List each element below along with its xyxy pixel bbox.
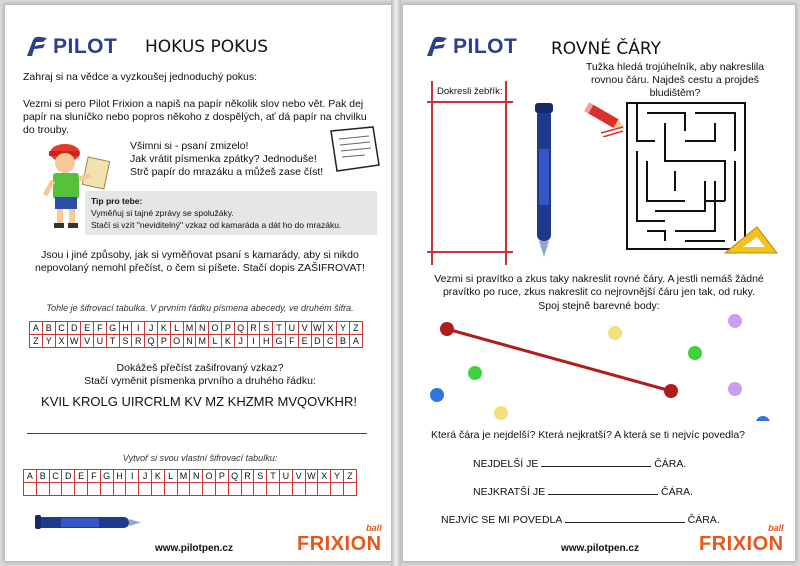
answer-shortest-prefix: NEJKRATŠÍ JE [473,486,546,498]
dot-yellow[interactable] [494,406,508,420]
cipher-cell: I [132,322,145,335]
ladder-area [427,81,509,265]
pencil-illustration [583,101,629,137]
cipher-cell: B [36,470,49,483]
cipher-cell[interactable] [190,483,203,496]
cipher-cell: T [267,470,280,483]
cipher-caption: Tohle je šifrovací tabulka. V prvním řádku písmena abecedy, ve druhém šifra. [46,303,354,313]
ruler-text: Vezmi si pravítko a zkus taky nakreslit rovné čáry. A jestli nemáš žádné pravítko po ruce, zkus nakreslit co nejrovnější čáru jen tak, od ruky. [434,273,764,298]
cipher-row-alphabet [30,322,363,335]
cipher-cell: Q [145,335,158,348]
cipher-cell: Z [349,322,362,335]
tip-box [85,191,377,235]
cipher-cell: S [119,335,132,348]
cipher-cell: P [221,322,234,335]
triangle-ruler-illustration [721,223,781,257]
cipher-cell: E [75,470,88,483]
cipher-cell: U [279,470,292,483]
own-cipher-table [23,469,357,496]
dot-red[interactable] [664,384,678,398]
cipher-cell: H [119,322,132,335]
answer-best [441,513,720,527]
cipher-cell[interactable] [164,483,177,496]
cipher-cell: V [298,322,311,335]
answer-best-blank[interactable] [565,513,685,523]
cipher-cell: U [285,322,298,335]
cipher-cell: K [157,322,170,335]
dot-yellow[interactable] [608,326,622,340]
cipher-cell: G [273,335,286,348]
cipher-cell[interactable] [24,483,37,496]
cipher-cell[interactable] [241,483,254,496]
frixion-pen-vertical [531,99,557,259]
cipher-cell: C [49,470,62,483]
cipher-cell[interactable] [215,483,228,496]
website-url[interactable]: www.pilotpen.cz [561,543,639,554]
cipher-cell[interactable] [228,483,241,496]
page-title: HOKUS POKUS [145,37,269,57]
cipher-cell: Y [42,335,55,348]
own-cipher-row-alphabet [24,470,357,483]
cipher-cell[interactable] [139,483,152,496]
cipher-cell: L [209,335,222,348]
cipher-cell: U [93,335,106,348]
answer-best-prefix: NEJVÍC SE MI POVEDLA [441,514,562,526]
cipher-cell: W [311,322,324,335]
cipher-cell: Y [337,322,350,335]
cipher-cell: A [30,322,43,335]
connect-text: Spoj stejně barevné body: [538,300,660,312]
cipher-cell: D [62,470,75,483]
own-cipher-row-blank [24,483,357,496]
frixion-logo-text: FRIXION [297,533,382,555]
cipher-cell[interactable] [331,483,344,496]
cipher-cell: N [190,470,203,483]
pilot-logo-icon [23,36,49,58]
cipher-cell: I [247,335,260,348]
write-line [27,433,367,434]
cipher-cell: H [260,335,273,348]
dot-purple[interactable] [728,314,742,328]
own-cipher-caption: Vytvoř si svou vlastní šifrovací tabulku: [122,453,278,463]
question-text: Dokážeš přečíst zašifrovaný vzkaz? [116,362,284,374]
dot-red[interactable] [440,322,454,336]
dot-green[interactable] [688,346,702,360]
intro-text: Zahraj si na vědce a vyzkoušej jednoduchý pokus: [23,71,258,83]
cipher-cell: R [132,335,145,348]
cipher-cell[interactable] [62,483,75,496]
cipher-cell[interactable] [126,483,139,496]
cipher-cell: K [151,470,164,483]
frixion-logo [297,523,382,556]
connect-dots [423,313,773,421]
paper-illustration [321,125,383,175]
answer-shortest-suffix: ČÁRA. [661,486,694,498]
cipher-cell: F [93,322,106,335]
ladder-rung [427,251,513,253]
cipher-cell: G [106,322,119,335]
cipher-cell: W [68,335,81,348]
cipher-cell: L [170,322,183,335]
website-url[interactable]: www.pilotpen.cz [155,543,233,554]
cipher-cell: B [42,322,55,335]
pilot-logo-icon [423,36,449,58]
dot-green[interactable] [468,366,482,380]
cipher-cell: Q [228,470,241,483]
answer-longest-blank[interactable] [541,457,651,467]
cipher-cell: E [298,335,311,348]
tip-title: Tip pro tebe: [91,196,143,206]
answer-shortest-blank[interactable] [548,485,658,495]
frixion-logo-sub: ball [366,523,382,533]
cipher-cell: P [157,335,170,348]
secret-message: KVIL KROLG UIRCRLM KV MZ KHZMR MVQOVKHR! [41,394,357,409]
cipher-cell: E [81,322,94,335]
answer-best-suffix: ČÁRA. [687,514,720,526]
drawn-line [447,329,671,391]
cipher-cell: V [81,335,94,348]
cipher-cell: A [349,335,362,348]
cipher-cell: Q [234,322,247,335]
cipher-cell: I [126,470,139,483]
cipher-cell: Z [30,335,43,348]
cipher-table [29,321,363,348]
cipher-cell: O [170,335,183,348]
answer-longest-prefix: NEJDELŠÍ JE [473,458,539,470]
cipher-cell: D [68,322,81,335]
comparison-question: Která čára je nejdelší? Která nejkratší? A která se ti nejvíc povedla? [431,429,746,441]
cipher-row-code [30,335,363,348]
right-page [402,4,796,562]
cipher-cell: F [285,335,298,348]
cipher-cell: W [305,470,318,483]
cipher-cell[interactable] [343,483,356,496]
answer-longest [473,457,686,471]
cipher-cell[interactable] [254,483,267,496]
cipher-cell: K [221,335,234,348]
cipher-cell[interactable] [177,483,190,496]
frixion-logo [699,523,784,556]
cipher-cell: M [183,322,196,335]
maze-text: Tužka hledá trojúhelník, aby nakreslila rovnou čáru. Najdeš cestu a projdeš bludištěm? [585,61,765,99]
cipher-cell[interactable] [75,483,88,496]
cipher-cell: H [113,470,126,483]
cipher-cell[interactable] [36,483,49,496]
tip-line-2: Stačí si vzít "neviditelný" vzkaz od kamaráda a dát ho do mrazáku. [91,220,342,230]
observe-line-3: Strč papír do mrazáku a můžeš zase číst! [130,166,324,178]
cipher-cell: X [318,470,331,483]
cipher-cell[interactable] [267,483,280,496]
answer-shortest [473,485,693,499]
pilot-logo-text: PILOT [453,35,518,58]
cipher-cell[interactable] [292,483,305,496]
cipher-cell: X [324,322,337,335]
frixion-logo-text: FRIXION [699,533,784,555]
cipher-cell: T [273,322,286,335]
page-title: ROVNÉ ČÁRY [551,39,661,59]
observe-line-1: Všimni si - psaní zmizelo! [130,140,249,152]
cipher-cell: M [196,335,209,348]
cipher-cell[interactable] [113,483,126,496]
cipher-cell[interactable] [203,483,216,496]
cipher-cell: J [139,470,152,483]
ladder-rail-right [505,81,507,265]
cipher-cell: S [254,470,267,483]
cipher-cell: G [100,470,113,483]
pilot-logo-text: PILOT [53,35,118,58]
ladder-rail-left [431,81,433,265]
cipher-cell[interactable] [305,483,318,496]
tip-line-1: Vyměňuj si tajné zprávy se spolužáky. [91,208,234,218]
dot-blue[interactable] [756,416,770,421]
answer-longest-suffix: ČÁRA. [654,458,687,470]
cipher-cell: V [292,470,305,483]
paragraph-1: Vezmi si pero Pilot Frixion a napiš na papír několik slov nebo vět. Pak dej papír na sluníčko nebo popros někoho z dospělých, ať dá papír na chvilku do trouby. [23,98,367,136]
ladder-label: Dokresli žebřík: [437,86,503,97]
cipher-cell[interactable] [279,483,292,496]
cipher-cell: J [234,335,247,348]
cipher-cell: P [215,470,228,483]
cipher-cell: F [87,470,100,483]
cipher-cell: M [177,470,190,483]
cipher-cell: T [106,335,119,348]
book-spine [391,0,401,566]
cipher-cell: B [337,335,350,348]
cipher-cell: C [55,322,68,335]
cipher-cell: C [324,335,337,348]
instruction-text: Stačí vyměnit písmenka prvního a druhého řádku: [84,375,316,387]
cipher-cell: Z [343,470,356,483]
cipher-cell[interactable] [87,483,100,496]
cipher-cell: O [209,322,222,335]
cipher-cell: O [203,470,216,483]
cipher-cell: X [55,335,68,348]
ladder-rung [427,101,513,103]
cipher-cell[interactable] [100,483,113,496]
pilot-logo [23,35,117,59]
observe-line-2: Jak vrátit písmenka zpátky? Jednoduše! [130,153,317,165]
cipher-cell[interactable] [49,483,62,496]
frixion-pen-illustration [31,511,143,533]
left-page [4,4,392,562]
cipher-cell[interactable] [151,483,164,496]
cipher-cell: N [183,335,196,348]
dot-blue[interactable] [430,388,444,402]
cipher-cell: S [260,322,273,335]
dot-purple[interactable] [728,382,742,396]
paragraph-2: Jsou i jiné způsoby, jak si vyměňovat psaní s kamarády, aby si nikdo nepovolaný nemohl přečíst, o čem si píšete. Stačí dopis ZAŠIFROVAT! [35,249,365,274]
cipher-cell: L [164,470,177,483]
frixion-logo-sub: ball [768,523,784,533]
cipher-cell: R [241,470,254,483]
cipher-cell: A [24,470,37,483]
cipher-cell: Y [331,470,344,483]
cipher-cell: D [311,335,324,348]
cipher-cell: J [145,322,158,335]
pilot-logo [423,35,517,59]
cipher-cell: N [196,322,209,335]
cipher-cell: R [247,322,260,335]
cipher-cell[interactable] [318,483,331,496]
